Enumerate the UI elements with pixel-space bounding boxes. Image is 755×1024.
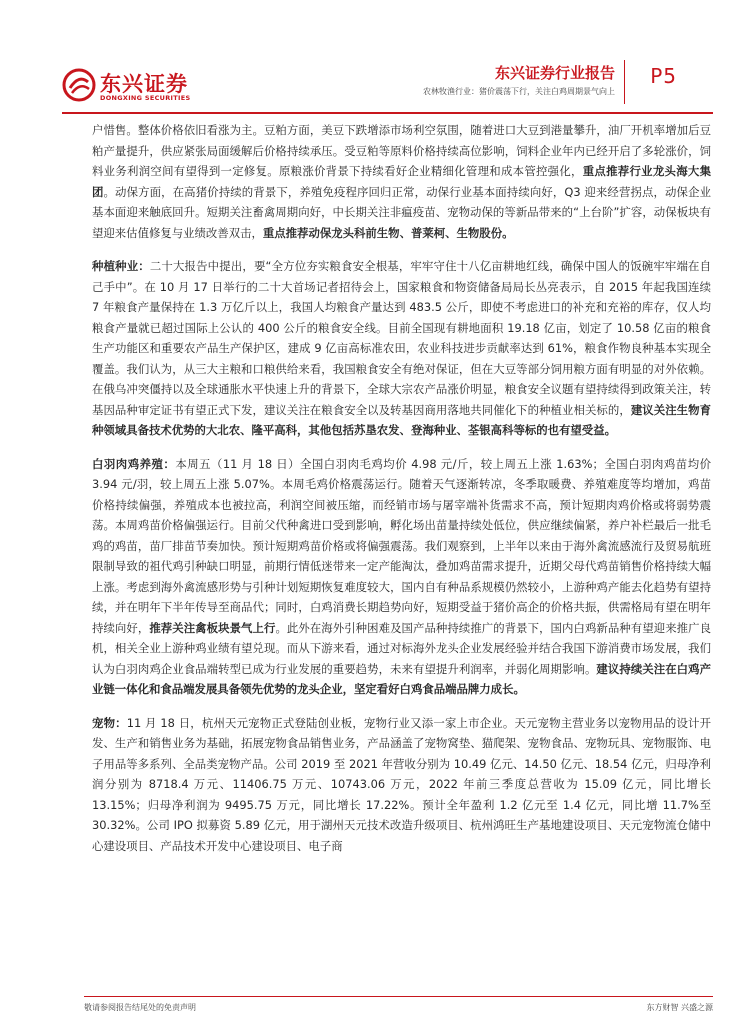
text-run: 。动保方面，在高猪价持续的背景下，养殖免疫程序回归正常，动保行业基本面持续向好，Q3 迎来经营拐点，动保企业基本面迎来触底回升。短期关注畜禽周期向好，中长期关注非瘟疫苗、宠物动保的等新品带来的“上台阶”扩容，动保板块有望迎来估值修复与业绩改善双击，	[92, 184, 711, 240]
bold-text: 重点推荐行业龙头海大集团	[92, 164, 711, 199]
footer-disclaimer: 敬请参阅报告结尾处的免责声明	[84, 1003, 196, 1012]
header-divider	[624, 60, 625, 104]
text-run: 户惜售。整体价格依旧看涨为主。豆粕方面，美豆下跌增添市场利空氛围，随着进口大豆到港量攀升，油厂开机率增加后豆粕产量提升，供应紧张局面缓解后价格持续承压。受豆粕等原料价格持续高位影响，饲料企业年内已经开启了多轮涨价，饲料业务利润空间有望得到一定修复。原粮涨价背景下持续看好企业精细化管理和成本管控强化，	[92, 123, 711, 178]
text-run: 本周五（11 月 18 日）全国白羽肉毛鸡均价 4.98 元/斤，较上周五上涨 1.63%；全国白羽肉鸡苗均价 3.94 元/羽，较上周五上涨 5.07%。本周毛鸡价格震荡运行。随着天气逐渐转凉，冬季取暖费、养殖难度等均增加，鸡苗价格持续偏强，养殖成本也被拉高，利润空间被压缩，而经销市场与屠宰端补货需求不高，预计短期肉鸡价格或将弱势震荡。本周鸡苗价格偏强运行。目前父代种禽进口受到影响，孵化场出苗量持续处低位，供应继续偏紧，养户补栏最后一批毛鸡的鸡苗，苗厂排苗节奏加快。预计短期鸡苗价格或将偏强震荡。我们观察到，上半年以来由于海外禽流感流行及贸易航班限制导致的祖代鸡引种缺口明显，前期行情低迷带来一定产能淘汰，叠加鸡苗需求提升，近期父母代鸡苗销售价格持续大幅上涨。考虑到海外禽流感形势与引种计划短期恢复难度较大，国内自有种品系规模仍然较小，上游种鸡产能去化趋势有望持续，并在明年下半年传导至商品代；同时，白鸡消费长期趋势向好，短期受益于猪价高企的价格共振，供需格局有望在明年持续向好，	[92, 456, 711, 635]
body-paragraph	[92, 120, 711, 243]
body-paragraph	[92, 454, 711, 700]
page-number: P5	[650, 64, 677, 88]
footer-slogan: 东方财智 兴盛之源	[646, 1003, 713, 1012]
text-run: 11 月 18 日，杭州天元宠物正式登陆创业板，宠物行业又添一家上市企业。天元宠物主营业务以宠物用品的设计开发、生产和销售业务为基础，拓展宠物食品销售业务，产品涵盖了宠物窝垫、猫爬架、宠物食品、宠物玩具、宠物服饰、电子用品等多系列、全品类宠物产品。公司 2019 至 2021 年营收分别为 10.49 亿元、14.50 亿元、18.54 亿元，归母净利润分别为 8718.4 万元、11406.75 万元、10743.06 万元，2022 年前三季度总营收为 15.09 亿元，同比增长 13.15%；归母净利润为 9495.75 万元，同比增长 17.22%。预计全年盈利 1.2 亿元至 1.4 亿元，同比增 11.7%至 30.32%。公司 IPO 拟募资 5.89 亿元，用于湖州天元技术改造升级项目、杭州鸿旺生产基地建设项目、天元宠物流仓储中心建设项目、产品技术开发中心建设项目、电子商	[92, 715, 711, 853]
text-run: 二十大报告中提出，要“全方位夯实粮食安全根基，牢牢守住十八亿亩耕地红线，确保中国人的饭碗牢牢端在自己手中”。在 10 月 17 日举行的二十大首场记者招待会上，国家粮食和物资储备局局长丛亮表示，自 2015 年起我国连续 7 年粮食产量保持在 1.3 万亿斤以上，我国人均粮食产量达到 483.5 公斤，即使不考虑进口的补充和充裕的库存，仅人均粮食产量就已超过国际上公认的 400 公斤的粮食安全线。目前全国现有耕地面积 19.18 亿亩，划定了 10.58 亿亩的粮食生产功能区和重要农产品生产保护区，建成 9 亿亩高标准农田，农业科技进步贡献率达到 61%，粮食作物良种基本实现全覆盖。我们认为，从三大主粮和口粮供给来看，我国粮食安全有绝对保证，但在大豆等部分饲用粮方面有明显的对外依赖。在俄乌冲突僵持以及全球通胀水平快速上升的背景下，全球大宗农产品涨价明显，粮食安全议题有望持续得到政策关注，转基因品种审定证书有望正式下发，建议关注在粮食安全以及转基因商用落地共同催化下的种植业相关标的，	[92, 259, 711, 417]
bold-text: 建议关注生物育种领域具备技术优势的大北农、隆平高科，其他包括苏垦农发、登海种业、荃银高科等标的也有望受益。	[92, 402, 711, 437]
report-title: 东兴证券行业报告	[494, 64, 615, 82]
bold-text: 建议持续关注在白鸡产业链一体化和食品端发展具备领先优势的龙头企业，坚定看好白鸡食品端品牌力成长。	[92, 661, 711, 696]
text-run: 。此外在海外引种困难及国产品种持续推广的背景下，国内白鸡新品种有望迎来推广良机，相关全业上游种鸡业绩有望兑现。而从下游来看，通过对标海外龙头企业发展经验并结合我国下游消费市场发展，我们认为白羽肉鸡企业食品端转型已成为行业发展的重要趋势，未来有望提升利润率，并弱化周期影响。	[92, 620, 711, 676]
body-paragraph	[92, 713, 711, 857]
company-logo	[62, 68, 202, 108]
logo-text-en: DONGXING SECURITIES	[100, 94, 191, 102]
logo-mark-icon	[62, 68, 96, 102]
page-header	[62, 56, 713, 118]
bold-text: 推荐关注禽板块景气上行	[149, 620, 276, 635]
page-footer	[84, 996, 713, 1017]
bold-text: 白羽肉鸡养殖：	[92, 456, 176, 471]
bold-text: 重点推荐动保龙头科前生物、普莱柯、生物股份。	[262, 225, 514, 240]
bold-text: 种植种业：	[92, 259, 150, 273]
bold-text: 宠物：	[92, 715, 127, 730]
body-paragraph	[92, 256, 711, 441]
report-body	[92, 120, 711, 869]
header-rule	[62, 112, 713, 114]
logo-text-cn: 东兴证券	[100, 72, 188, 96]
report-subtitle: 农林牧渔行业：猪价震荡下行，关注白鸡周期景气向上	[423, 87, 615, 96]
